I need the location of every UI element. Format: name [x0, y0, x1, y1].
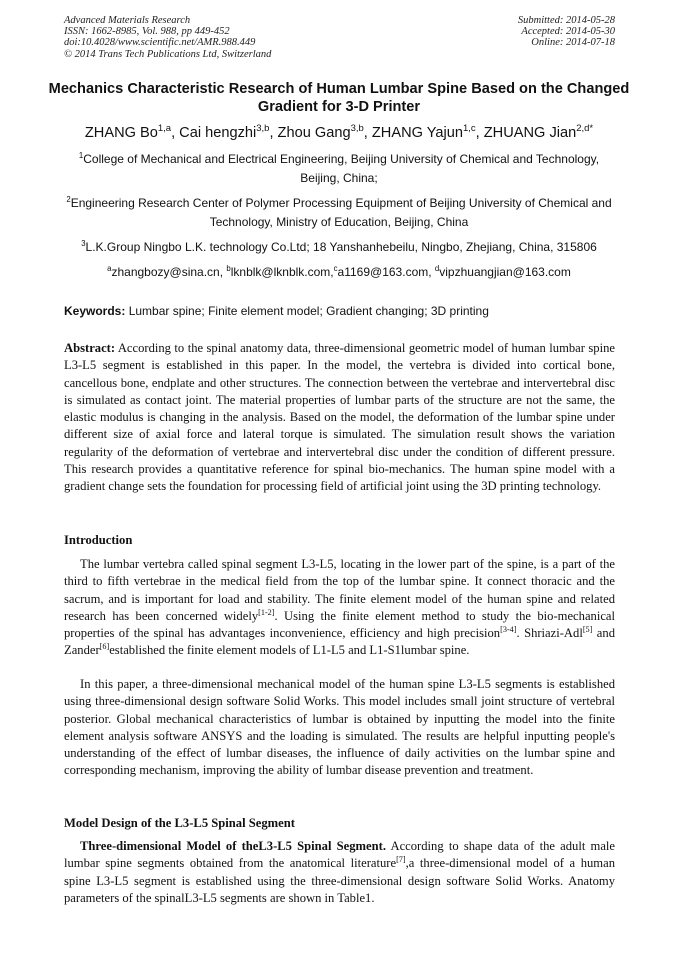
- email-mark: d: [434, 264, 440, 273]
- author-affil-mark: 3,b: [350, 123, 364, 135]
- author-affil-mark: 1,c: [463, 123, 476, 135]
- text-run: ,a three-dimensional model of a human spine L3-L5 segment is established using the three-dimensional design software Solid Works. Anatomy parameters of the spinalL3-L5 segments are shown in Table1.: [64, 856, 615, 905]
- author-name: ZHANG Yajun: [371, 125, 463, 141]
- keywords: [64, 304, 616, 319]
- email-address: vipzhuangjian@163.com: [439, 265, 571, 279]
- email-mark: c: [333, 264, 338, 273]
- email-address: zhangbozy@sina.cn,: [111, 265, 227, 279]
- affiliation-1: [60, 150, 618, 188]
- affiliation-2: [60, 194, 618, 232]
- author-affil-mark: 3,b: [256, 123, 270, 135]
- affiliation-mark: 1: [78, 151, 84, 160]
- text-run: . Shriazi-Adl: [516, 626, 583, 641]
- email-list: [60, 263, 618, 282]
- accepted-date: Accepted: 2014-05-30: [521, 26, 615, 38]
- affiliation-3: [40, 238, 638, 257]
- text-run: The lumbar vertebra called spinal segment L3-L5, locating in the lower part of the spine, is a part of the third to fifth vertebrae in the medical field from the top of the lumbar spine. It connect thoracic and the sacrum, and is important for load and stability. The finite element model of the human spine and related research has been concerned widely: [64, 557, 615, 623]
- citation-ref: [3-4]: [500, 625, 517, 634]
- email-address: a1169@163.com,: [337, 265, 435, 279]
- submission-dates: [518, 15, 615, 49]
- abstract-text: According to the spinal anatomy data, three-dimensional geometric model of human lumbar spine L3-L5 segment is established in this paper. In the model, the vertebra is divided into cortical bone, cancellous bone, endplate and other structures. The connection between the vertebrae and intervertebral disc is simulated as contact joint. The material properties of lumbar parts of the structure are not the same, the elastic modulus is changing in the analysis. Based on the model, the deformation of the lumbar spine under different size of axial force and lateral torque is simulated. The simulation result shows the variation regularity of the deformation of vertebrae and intervertebral disc under the condition of different pressure. This research provides a quantitative reference for spinal bio-mechanics. The human spine model with a gradient change sets the foundation for processing field of artificial joint using the 3D printing technology.: [64, 341, 615, 494]
- author-separator: ,: [171, 125, 180, 141]
- citation-ref: [7]: [396, 855, 406, 865]
- section-heading-model-design: Model Design of the L3-L5 Spinal Segment: [64, 816, 295, 830]
- submitted-date: Submitted: 2014-05-28: [517, 15, 615, 26]
- intro-paragraph-2: In this paper, a three-dimensional mechanical model of the human spine L3-L5 segments is established using three-dimensional design software Solid Works. This model includes small joint structure of vertebral posterior. Global mechanical characteristics of lumbar is obtained by inputting the model into the finite element analysis software ANSYS and the loading is simulated. The results are helpful inputting people's understanding of the effect of lumbar diseases, the influence of daily activities on the lumbar spine and corresponding mechanism, improving the ability of lumbar disease prevention and treatment.: [64, 677, 615, 778]
- author-name: ZHUANG Jian: [483, 125, 577, 141]
- text-run: . Using the finite element method to study the bio-mechanical properties of the spinal has advantages inconvenience, efficiency and high precision: [64, 608, 616, 641]
- subsection-lead: Three-dimensional Model of theL3-L5 Spinal Segment.: [80, 839, 386, 853]
- abstract-label: Abstract:: [64, 341, 116, 355]
- journal-info: [64, 15, 271, 60]
- author-separator: ,: [475, 125, 484, 141]
- citation-ref: [1-2]: [258, 607, 275, 617]
- intro-paragraph-1: [64, 556, 615, 660]
- issn-line: ISSN: 1662-8985, Vol. 988, pp 449-452: [64, 26, 230, 38]
- model-paragraph-1: [64, 838, 615, 907]
- keywords-label: Keywords:: [64, 304, 126, 318]
- author-affil-mark: 2,d*: [576, 123, 594, 135]
- email-mark: a: [107, 264, 112, 273]
- author-list: [30, 124, 648, 142]
- text-run: According to shape data of the adult male lumbar spine segments obtained from the anatomical literature: [64, 839, 616, 871]
- affiliation-text: L.K.Group Ningbo L.K. technology Co.Ltd; 18 Yanshanhebeilu, Ningbo, Zhejiang, China, 315806: [85, 240, 597, 254]
- affiliation-text: Engineering Research Center of Polymer Processing Equipment of Beijing University of Chemical and Technology, Ministry of Education, Beijing, China: [70, 196, 612, 229]
- author-separator: ,: [363, 125, 372, 141]
- doi-line: doi:10.4028/www.scientific.net/AMR.988.449: [64, 37, 256, 49]
- author-name: ZHANG Bo: [84, 125, 158, 141]
- author-affil-mark: 1,a: [157, 123, 172, 135]
- author-name: Zhou Gang: [277, 125, 351, 141]
- affiliation-mark: 3: [81, 239, 86, 248]
- text-run: and Zander: [64, 626, 615, 658]
- online-date: Online: 2014-07-18: [531, 37, 615, 49]
- affiliation-mark: 2: [66, 195, 71, 204]
- keywords-text: Lumbar spine; Finite element model; Gradient changing; 3D printing: [125, 304, 489, 318]
- citation-ref: [6]: [99, 642, 110, 652]
- citation-ref: [5]: [582, 625, 593, 634]
- author-separator: ,: [269, 125, 278, 141]
- abstract: [64, 340, 615, 496]
- paper-title: Mechanics Characteristic Research of Human Lumbar Spine Based on the Changed Gradient for 3-D Printer: [48, 81, 630, 115]
- email-mark: b: [226, 264, 231, 273]
- copyright-line: © 2014 Trans Tech Publications Ltd, Switzerland: [64, 48, 272, 60]
- affiliation-text: College of Mechanical and Electrical Engineering, Beijing University of Chemical and Technology, Beijing, China;: [83, 152, 600, 185]
- journal-name: Advanced Materials Research: [64, 15, 191, 26]
- email-address: lknblk@lknblk.com,: [230, 265, 334, 279]
- section-heading-introduction: Introduction: [64, 533, 133, 547]
- text-run: established the finite element models of L1-L5 and L1-S1lumbar spine.: [109, 643, 470, 658]
- author-name: Cai hengzhi: [179, 125, 257, 141]
